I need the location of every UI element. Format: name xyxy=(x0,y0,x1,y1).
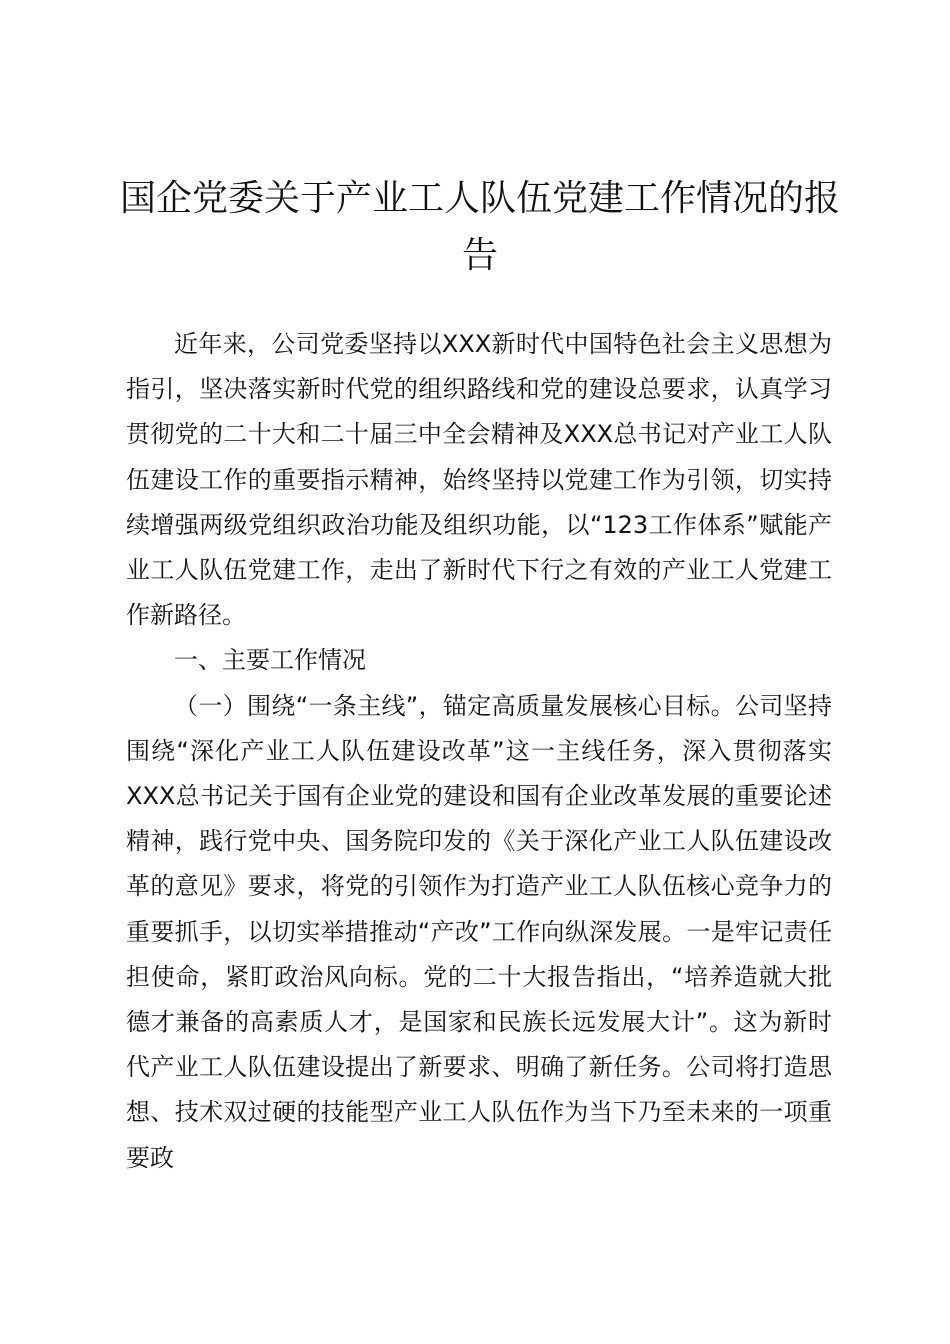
section-heading: 一、主要工作情况 xyxy=(174,646,366,675)
intro-paragraph: 近年来，公司党委坚持以XXX新时代中国特色社会主义思想为指引，坚决落实新时代党的组织路线和党的建设总要求，认真学习贯彻党的二十大和二十届三中全会精神及XXX总书记对产业工人队伍建设工作的重要指示精神，始终坚持以党建工作为引领，切实持续增强两级党组织政治功能及组织功能，以“123工作体系”赋能产业工人队伍党建工作，走出了新时代下行之有效的产业工人党建工作新路径。 xyxy=(126,330,832,630)
subsection-paragraph: （一）围绕“一条主线”，锚定高质量发展核心目标。公司坚持围绕“深化产业工人队伍建设改革”这一主线任务，深入贯彻落实XXX总书记关于国有企业党的建设和国有企业改革发展的重要论述精神，践行党中央、国务院印发的《关于深化产业工人队伍建设改革的意见》要求，将党的引领作为打造产业工人队伍核心竞争力的重要抓手，以切实举措推动“产改”工作向纵深发展。一是牢记责任担使命，紧盯政治风向标。党的二十大报告指出，“培养造就大批德才兼备的高素质人才，是国家和民族长远发展大计”。这为新时代产业工人队伍建设提出了新要求、明确了新任务。公司将打造思想、技术双过硬的技能型产业工人队伍作为当下乃至未来的一项重要政 xyxy=(126,691,832,1172)
document-title: 国企党委关于产业工人队伍党建工作情况的报告 xyxy=(120,178,841,276)
document-body xyxy=(126,322,832,1181)
